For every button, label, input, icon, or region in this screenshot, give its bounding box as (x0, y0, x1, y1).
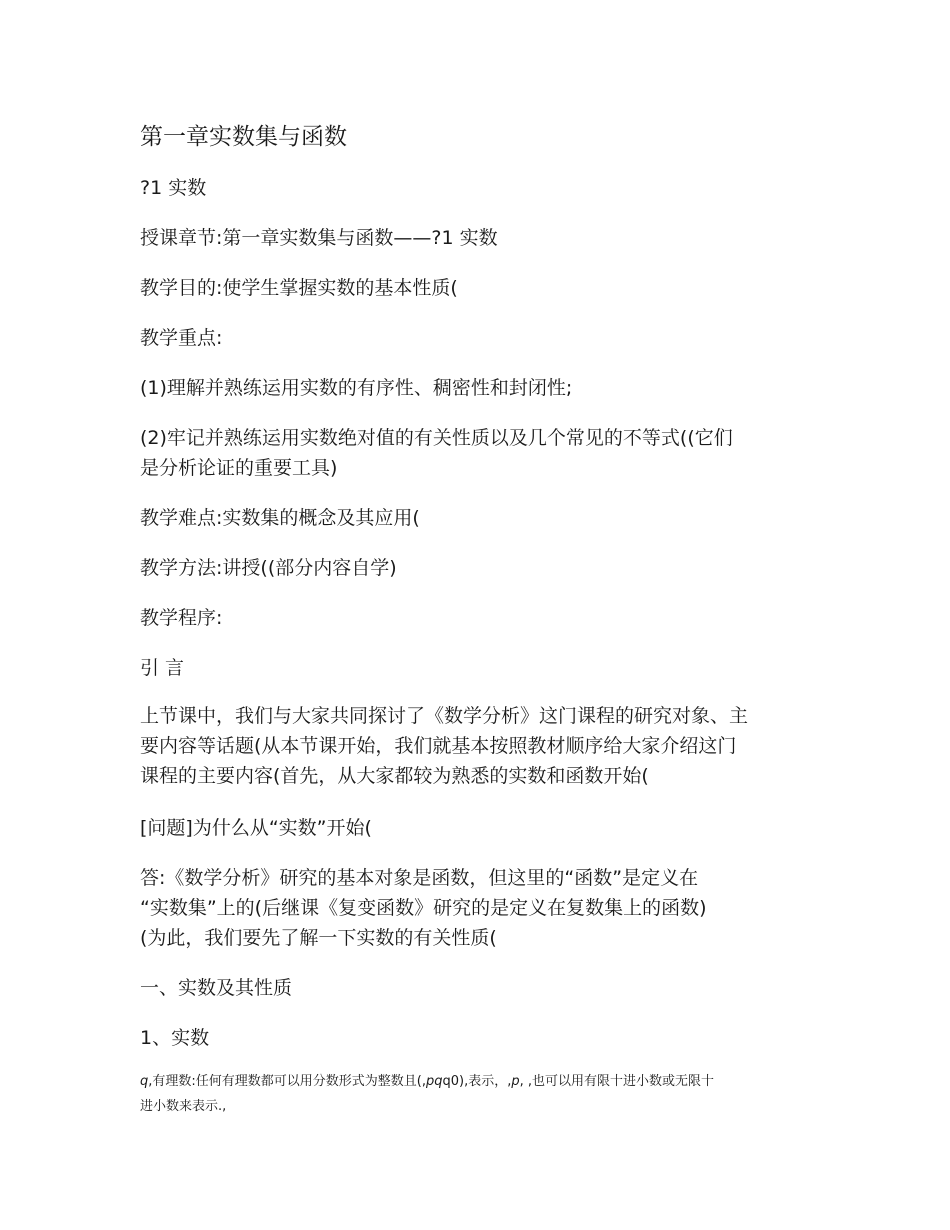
question: [问题]为什么从“实数”开始( (140, 817, 372, 839)
symbol-p: p (511, 1074, 520, 1089)
symbol-pq: pq (425, 1074, 443, 1089)
sub-1-heading: 1、实数 (140, 1027, 210, 1049)
part-1-heading: 一、实数及其性质 (140, 977, 293, 999)
answer-line-2: “实数集”上的(后继课《复变函数》研究的是定义在复数集上的函数) (140, 897, 707, 919)
rational-numbers-line-2: 进小数来表示., (140, 1099, 227, 1114)
key-point-2-line-2: 是分析论证的重要工具) (140, 457, 338, 479)
procedure-label: 教学程序: (140, 607, 223, 629)
rational-text-3: , ,也可以用有限十进小数或无限十 (519, 1074, 715, 1089)
key-point-2-line-1: (2)牢记并熟练运用实数绝对值的有关性质以及几个常见的不等式((它们 (140, 427, 733, 449)
rational-text-2: q0),表示，, (442, 1074, 512, 1089)
key-point-1: (1)理解并熟练运用实数的有序性、稠密性和封闭性; (140, 377, 573, 399)
intro-line-1: 上节课中，我们与大家共同探讨了《数学分析》这门课程的研究对象、主 (140, 705, 749, 727)
intro-line-3: 课程的主要内容(首先，从大家都较为熟悉的实数和函数开始( (140, 765, 649, 787)
section-heading: ?1 实数 (140, 177, 207, 199)
teaching-difficulty: 教学难点:实数集的概念及其应用( (140, 507, 420, 529)
chapter-line: 授课章节:第一章实数集与函数——?1 实数 (140, 227, 498, 249)
answer-line-1: 答:《数学分析》研究的基本对象是函数，但这里的“函数”是定义在 (140, 867, 699, 889)
rational-text-1: ,有理数:任何有理数都可以用分数形式为整数且(, (148, 1074, 426, 1089)
key-points-label: 教学重点: (140, 327, 223, 349)
chapter-title: 第一章实数集与函数 (140, 124, 347, 150)
intro-line-2: 要内容等话题(从本节课开始，我们就基本按照教材顺序给大家介绍这门 (140, 735, 737, 757)
rational-numbers-line-1 (140, 1071, 820, 1093)
answer-line-3: (为此，我们要先了解一下实数的有关性质( (140, 927, 497, 949)
teaching-purpose: 教学目的:使学生掌握实数的基本性质( (140, 277, 458, 299)
intro-heading: 引 言 (140, 657, 185, 679)
symbol-q: q (140, 1074, 149, 1089)
teaching-method: 教学方法:讲授((部分内容自学) (140, 557, 397, 579)
